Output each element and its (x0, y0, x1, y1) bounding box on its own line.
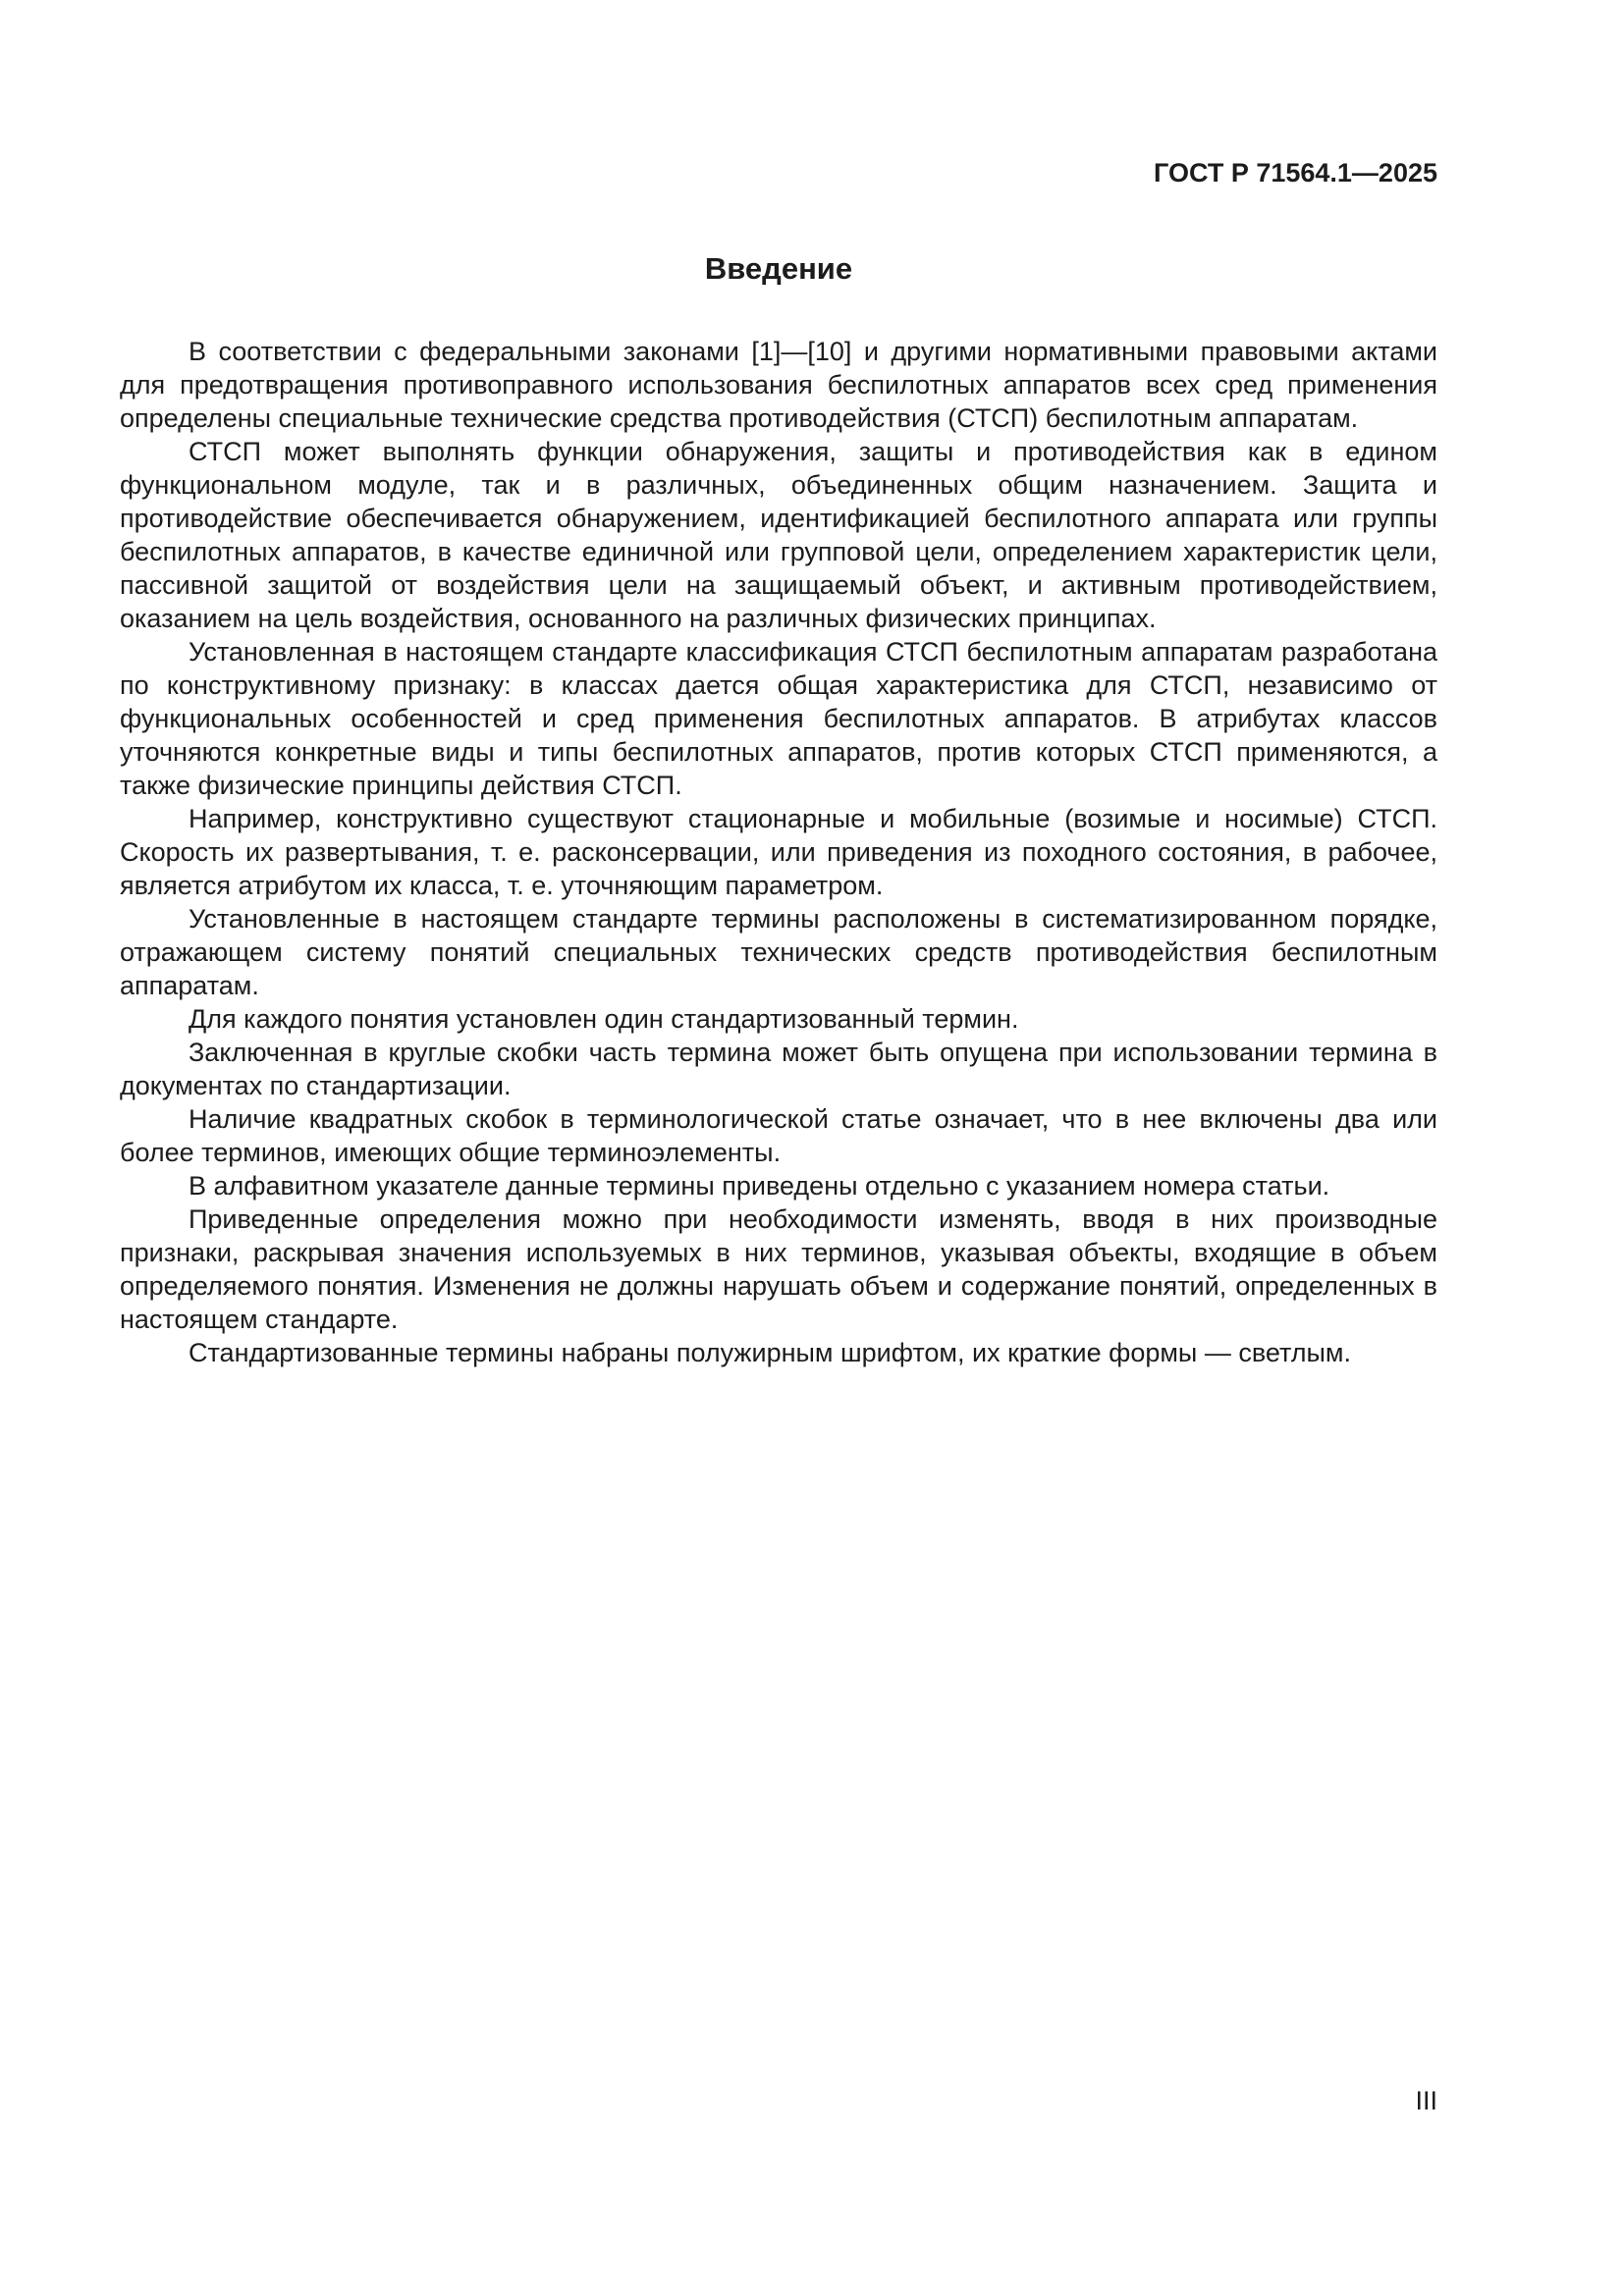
page-number: III (1415, 2086, 1437, 2115)
paragraph: СТСП может выполнять функции обнаружения, защиты и противодействия как в едином функциональном модуле, так и в различных, объединенных общим назначением. Защита и противодействие обеспечивается обнаружением, идентификацией беспилотного аппарата или группы беспилотных аппаратов, в качестве единичной или групповой цели, определением характеристик цели, пассивной защитой от воздействия цели на защищаемый объект, и активным противодействием, оказанием на цель воздействия, основанного на различных физических принципах. (120, 437, 1437, 633)
paragraph: Наличие квадратных скобок в терминологической статье означает, что в нее включены два или более терминов, имеющих общие терминоэлементы. (120, 1104, 1437, 1167)
paragraph: Установленные в настоящем стандарте термины расположены в систематизированном порядке, отражающем систему понятий специальных технических средств противодействия беспилотным аппаратам. (120, 904, 1437, 1000)
paragraph: Для каждого понятия установлен один стандартизованный термин. (189, 1004, 1019, 1034)
section-title: Введение (704, 251, 853, 286)
paragraph: В соответствии с федеральными законами [1]—[10] и другими нормативными правовыми актами для предотвращения противоправного использования беспилотных аппаратов всех сред применения определены специальные технические средства противодействия (СТСП) беспилотным аппаратам. (120, 337, 1437, 433)
paragraph: Стандартизованные термины набраны полужирным шрифтом, их краткие формы — светлым. (189, 1338, 1351, 1367)
paragraph: В алфавитном указателе данные термины приведены отдельно с указанием номера статьи. (189, 1171, 1330, 1201)
standard-designation: ГОСТ Р 71564.1—2025 (1154, 158, 1437, 187)
body-text (120, 335, 1437, 1369)
paragraph: Например, конструктивно существуют стационарные и мобильные (возимые и носимые) СТСП. Скорость их развертывания, т. е. расконсервации, или приведения из походного состояния, в рабочее, является атрибутом их класса, т. е. уточняющим параметром. (120, 804, 1437, 900)
paragraph: Приведенные определения можно при необходимости изменять, вводя в них производные признаки, раскрывая значения используемых в них терминов, указывая объекты, входящие в объем определяемого понятия. Изменения не должны нарушать объем и содержание понятий, определенных в настоящем стандарте. (120, 1204, 1437, 1334)
paragraph: Заключенная в круглые скобки часть термина может быть опущена при использовании термина в документах по стандартизации. (120, 1038, 1437, 1100)
paragraph: Установленная в настоящем стандарте классификация СТСП беспилотным аппаратам разработана по конструктивному признаку: в классах дается общая характеристика для СТСП, независимо от функциональных особенностей и сред применения беспилотных аппаратов. В атрибутах классов уточняются конкретные виды и типы беспилотных аппаратов, против которых СТСП применяются, а также физические принципы действия СТСП. (120, 637, 1437, 800)
